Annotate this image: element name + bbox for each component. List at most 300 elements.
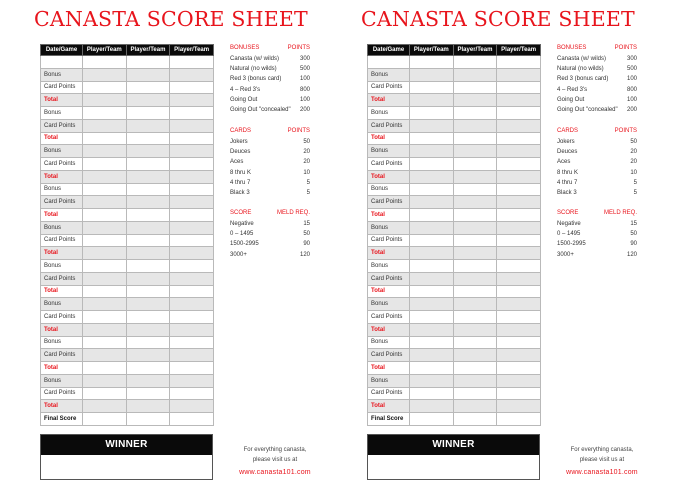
score-cell[interactable] <box>453 336 497 349</box>
column-header-date-game: Date/Game <box>368 45 410 56</box>
score-cell[interactable] <box>126 374 170 387</box>
score-cell[interactable] <box>83 68 127 81</box>
score-cell[interactable] <box>410 56 454 69</box>
sheet-title: CANASTA SCORE SHEET <box>361 7 635 31</box>
table-row <box>41 234 214 247</box>
cards-label: 8 thru K <box>230 169 252 176</box>
meld-label: 1500-2995 <box>557 241 586 248</box>
score-cell[interactable] <box>497 272 541 285</box>
row-label: Bonus <box>41 298 83 311</box>
row-label: Card Points <box>368 272 410 285</box>
score-cell[interactable] <box>453 234 497 247</box>
score-cell[interactable] <box>126 68 170 81</box>
score-cell[interactable] <box>170 323 214 336</box>
score-cell[interactable] <box>497 221 541 234</box>
score-cell[interactable] <box>453 400 497 413</box>
score-cell[interactable] <box>453 298 497 311</box>
row-label: Card Points <box>368 158 410 171</box>
score-cell[interactable] <box>170 285 214 298</box>
meld-row <box>230 219 310 229</box>
cards-header: CARDS <box>557 128 579 134</box>
score-cell[interactable] <box>497 170 541 183</box>
table-row <box>368 56 541 69</box>
meld-label: 3000+ <box>557 251 574 258</box>
score-cell[interactable] <box>453 247 497 260</box>
score-cell[interactable] <box>410 234 454 247</box>
row-label: Total <box>368 285 410 298</box>
score-cell[interactable] <box>83 221 127 234</box>
table-row <box>368 132 541 145</box>
score-cell[interactable] <box>170 336 214 349</box>
row-label: Bonus <box>368 145 410 158</box>
meld-value: 120 <box>299 251 310 258</box>
score-cell[interactable] <box>410 260 454 273</box>
score-cell[interactable] <box>453 387 497 400</box>
table-row <box>41 68 214 81</box>
row-label: Bonus <box>41 107 83 120</box>
score-cell[interactable] <box>410 349 454 362</box>
score-cell[interactable] <box>453 285 497 298</box>
row-label: Total <box>368 170 410 183</box>
score-cell[interactable] <box>453 209 497 222</box>
table-row <box>41 170 214 183</box>
table-row <box>368 387 541 400</box>
bonuses-row <box>230 54 310 64</box>
score-cell[interactable] <box>83 81 127 94</box>
score-header: SCORE <box>230 210 252 216</box>
table-row <box>41 285 214 298</box>
row-label: Total <box>368 209 410 222</box>
score-cell[interactable] <box>170 145 214 158</box>
score-cell[interactable] <box>83 298 127 311</box>
meld-value: 50 <box>630 231 637 238</box>
score-cell[interactable] <box>497 209 541 222</box>
score-cell[interactable] <box>453 158 497 171</box>
bonuses-label: Canasta (w/ wilds) <box>230 56 280 62</box>
score-cell[interactable] <box>126 196 170 209</box>
score-cell[interactable] <box>497 336 541 349</box>
score-cell[interactable] <box>410 183 454 196</box>
winner-label: WINNER <box>41 435 212 455</box>
cards-row <box>557 188 637 198</box>
column-header-player-team: Player/Team <box>83 45 127 56</box>
bonuses-label: 4 – Red 3's <box>230 86 261 93</box>
score-cell[interactable] <box>126 209 170 222</box>
score-cell[interactable] <box>410 119 454 132</box>
score-cell[interactable] <box>170 413 214 426</box>
score-cell[interactable] <box>170 311 214 324</box>
score-cell[interactable] <box>83 413 127 426</box>
meld-req-header: MELD REQ. <box>603 210 637 216</box>
table-row <box>368 209 541 222</box>
cards-label: Black 3 <box>557 189 577 196</box>
score-cell[interactable] <box>497 413 541 426</box>
score-cell[interactable] <box>410 298 454 311</box>
score-cell[interactable] <box>170 298 214 311</box>
score-cell[interactable] <box>126 400 170 413</box>
row-label: Bonus <box>368 221 410 234</box>
cards-label: 4 thru 7 <box>557 179 578 186</box>
table-row <box>41 158 214 171</box>
score-cell[interactable] <box>170 107 214 120</box>
score-cell[interactable] <box>126 260 170 273</box>
score-cell[interactable] <box>410 81 454 94</box>
score-cell[interactable] <box>410 196 454 209</box>
table-row <box>41 362 214 375</box>
score-cell[interactable] <box>497 400 541 413</box>
row-label: Total <box>41 94 83 107</box>
score-cell[interactable] <box>126 221 170 234</box>
score-cell[interactable] <box>410 107 454 120</box>
visit-line-1: For everything canasta, <box>570 447 634 453</box>
cards-row <box>557 147 637 157</box>
score-cell[interactable] <box>83 183 127 196</box>
score-cell[interactable] <box>453 183 497 196</box>
bonuses-value: 800 <box>626 86 637 93</box>
bonuses-section <box>557 45 637 115</box>
score-cell[interactable] <box>497 285 541 298</box>
row-label: Bonus <box>41 221 83 234</box>
score-cell[interactable] <box>497 196 541 209</box>
score-cell[interactable] <box>410 145 454 158</box>
meld-row <box>557 219 637 229</box>
score-cell[interactable] <box>126 362 170 375</box>
score-cell[interactable] <box>170 119 214 132</box>
score-cell[interactable] <box>126 183 170 196</box>
score-cell[interactable] <box>410 247 454 260</box>
column-header-player-team: Player/Team <box>453 45 497 56</box>
score-cell[interactable] <box>497 247 541 260</box>
score-cell[interactable] <box>83 132 127 145</box>
table-row <box>368 107 541 120</box>
bonuses-row <box>230 74 310 84</box>
score-cell[interactable] <box>170 196 214 209</box>
score-cell[interactable] <box>453 362 497 375</box>
score-cell[interactable] <box>83 336 127 349</box>
score-cell[interactable] <box>497 183 541 196</box>
row-label: Total <box>41 209 83 222</box>
score-cell[interactable] <box>453 107 497 120</box>
bonuses-label: Going Out <box>230 96 258 103</box>
score-cell[interactable] <box>410 362 454 375</box>
bonuses-value: 100 <box>626 96 637 103</box>
cards-label: Aces <box>557 159 571 166</box>
score-cell[interactable] <box>497 94 541 107</box>
score-cell[interactable] <box>453 170 497 183</box>
cards-value: 20 <box>630 159 637 166</box>
score-cell[interactable] <box>497 260 541 273</box>
score-cell[interactable] <box>170 94 214 107</box>
bonuses-label: Red 3 (bonus card) <box>230 76 282 83</box>
score-cell[interactable] <box>497 68 541 81</box>
score-cell[interactable] <box>453 132 497 145</box>
score-cell[interactable] <box>497 234 541 247</box>
score-cell[interactable] <box>83 107 127 120</box>
score-cell[interactable] <box>410 336 454 349</box>
row-label: Total <box>368 362 410 375</box>
score-cell[interactable] <box>170 158 214 171</box>
score-cell[interactable] <box>497 81 541 94</box>
score-cell[interactable] <box>126 94 170 107</box>
score-cell[interactable] <box>410 311 454 324</box>
score-cell[interactable] <box>497 311 541 324</box>
cards-section <box>557 128 637 198</box>
score-cell[interactable] <box>83 349 127 362</box>
score-cell[interactable] <box>170 349 214 362</box>
score-cell[interactable] <box>126 336 170 349</box>
score-cell[interactable] <box>410 272 454 285</box>
score-cell[interactable] <box>126 56 170 69</box>
table-row <box>368 170 541 183</box>
score-cell[interactable] <box>83 387 127 400</box>
row-label: Card Points <box>368 81 410 94</box>
cards-label: 4 thru 7 <box>230 179 251 186</box>
cards-label: Aces <box>230 159 244 166</box>
score-cell[interactable] <box>410 170 454 183</box>
table-row <box>368 94 541 107</box>
score-cell[interactable] <box>126 323 170 336</box>
score-cell[interactable] <box>83 94 127 107</box>
score-cell[interactable] <box>497 119 541 132</box>
meld-value: 90 <box>630 241 637 248</box>
score-cell[interactable] <box>497 132 541 145</box>
score-cell[interactable] <box>126 285 170 298</box>
cards-value: 5 <box>633 179 637 186</box>
cards-points-header: POINTS <box>287 128 310 134</box>
score-cell[interactable] <box>126 234 170 247</box>
row-label: Card Points <box>41 387 83 400</box>
score-cell[interactable] <box>126 145 170 158</box>
score-cell[interactable] <box>497 145 541 158</box>
score-cell[interactable] <box>83 209 127 222</box>
score-cell[interactable] <box>126 107 170 120</box>
score-cell[interactable] <box>453 56 497 69</box>
bonuses-row <box>557 54 637 64</box>
row-label: Total <box>368 247 410 260</box>
score-cell[interactable] <box>497 56 541 69</box>
bonuses-value: 200 <box>626 106 637 113</box>
score-cell[interactable] <box>170 56 214 69</box>
score-cell[interactable] <box>497 374 541 387</box>
row-label: Bonus <box>368 107 410 120</box>
score-cell[interactable] <box>453 68 497 81</box>
cards-value: 50 <box>303 139 310 145</box>
score-cell[interactable] <box>170 132 214 145</box>
score-cell[interactable] <box>83 145 127 158</box>
table-row <box>41 400 214 413</box>
table-row <box>41 413 214 426</box>
score-cell[interactable] <box>83 362 127 375</box>
bonuses-value: 300 <box>299 56 310 62</box>
score-cell[interactable] <box>410 413 454 426</box>
score-cell[interactable] <box>170 260 214 273</box>
bonuses-value: 100 <box>299 76 310 83</box>
table-row <box>41 374 214 387</box>
score-cell[interactable] <box>83 311 127 324</box>
cards-label: Deuces <box>557 149 578 156</box>
score-cell[interactable] <box>126 119 170 132</box>
cards-label: Deuces <box>230 149 251 156</box>
score-cell[interactable] <box>126 387 170 400</box>
cards-row <box>230 188 310 198</box>
score-cell[interactable] <box>453 374 497 387</box>
score-cell[interactable] <box>410 400 454 413</box>
website-link[interactable]: www.canasta101.com <box>566 469 638 476</box>
cards-row <box>230 168 310 178</box>
score-cell[interactable] <box>410 94 454 107</box>
score-cell[interactable] <box>453 311 497 324</box>
score-cell[interactable] <box>170 209 214 222</box>
score-cell[interactable] <box>453 119 497 132</box>
score-cell[interactable] <box>170 362 214 375</box>
meld-value: 120 <box>626 251 637 258</box>
score-cell[interactable] <box>170 68 214 81</box>
row-label: Card Points <box>41 196 83 209</box>
table-row <box>41 94 214 107</box>
score-cell[interactable] <box>410 209 454 222</box>
table-row <box>41 336 214 349</box>
score-cell[interactable] <box>453 413 497 426</box>
score-cell[interactable] <box>497 349 541 362</box>
score-cell[interactable] <box>497 362 541 375</box>
meld-label: 0 – 1495 <box>230 231 254 238</box>
score-cell[interactable] <box>453 272 497 285</box>
score-cell[interactable] <box>453 260 497 273</box>
score-cell[interactable] <box>83 234 127 247</box>
cards-header: CARDS <box>230 128 252 134</box>
score-cell[interactable] <box>170 183 214 196</box>
score-cell[interactable] <box>83 323 127 336</box>
score-cell[interactable] <box>126 132 170 145</box>
score-cell[interactable] <box>126 272 170 285</box>
score-cell[interactable] <box>453 145 497 158</box>
score-cell[interactable] <box>497 387 541 400</box>
row-label: Card Points <box>41 158 83 171</box>
table-row <box>368 336 541 349</box>
table-row <box>368 400 541 413</box>
score-cell[interactable] <box>497 298 541 311</box>
score-cell[interactable] <box>83 374 127 387</box>
score-cell[interactable] <box>410 374 454 387</box>
score-cell[interactable] <box>83 285 127 298</box>
table-row <box>368 183 541 196</box>
score-cell[interactable] <box>126 349 170 362</box>
score-cell[interactable] <box>410 323 454 336</box>
bonuses-label: Natural (no wilds) <box>230 66 277 73</box>
score-cell[interactable] <box>83 119 127 132</box>
winner-box <box>367 434 540 480</box>
score-cell[interactable] <box>170 234 214 247</box>
score-cell[interactable] <box>83 260 127 273</box>
row-label: Total <box>41 132 83 145</box>
score-cell[interactable] <box>453 94 497 107</box>
score-cell[interactable] <box>453 81 497 94</box>
score-cell[interactable] <box>453 196 497 209</box>
row-label: Card Points <box>41 311 83 324</box>
meld-label: 3000+ <box>230 251 247 258</box>
score-cell[interactable] <box>170 247 214 260</box>
score-cell[interactable] <box>83 56 127 69</box>
winner-box <box>40 434 213 480</box>
bonuses-value: 200 <box>299 106 310 113</box>
meld-req-header: MELD REQ. <box>276 210 310 216</box>
score-cell[interactable] <box>83 400 127 413</box>
score-cell[interactable] <box>126 311 170 324</box>
bonuses-section <box>230 45 310 115</box>
score-cell[interactable] <box>170 81 214 94</box>
cards-points-header: POINTS <box>614 128 637 134</box>
score-cell[interactable] <box>453 221 497 234</box>
score-cell[interactable] <box>410 158 454 171</box>
meld-row <box>557 250 637 260</box>
score-cell[interactable] <box>410 285 454 298</box>
score-cell[interactable] <box>170 400 214 413</box>
cards-value: 5 <box>306 189 310 196</box>
table-row <box>368 234 541 247</box>
meld-row <box>557 239 637 249</box>
cards-value: 20 <box>303 159 310 166</box>
score-cell[interactable] <box>126 413 170 426</box>
table-row <box>41 260 214 273</box>
score-cell[interactable] <box>497 107 541 120</box>
score-cell[interactable] <box>453 349 497 362</box>
row-label: Total <box>41 247 83 260</box>
score-cell[interactable] <box>126 298 170 311</box>
table-row <box>368 272 541 285</box>
cards-label: 8 thru K <box>557 169 579 176</box>
score-cell[interactable] <box>126 170 170 183</box>
row-label <box>41 56 83 69</box>
cards-row <box>557 168 637 178</box>
score-cell[interactable] <box>126 158 170 171</box>
score-table <box>367 44 541 426</box>
bonuses-row <box>230 64 310 74</box>
row-label: Card Points <box>368 387 410 400</box>
score-cell[interactable] <box>410 68 454 81</box>
row-label: Bonus <box>41 374 83 387</box>
score-cell[interactable] <box>410 132 454 145</box>
score-cell[interactable] <box>170 221 214 234</box>
row-label: Bonus <box>41 336 83 349</box>
cards-row <box>557 178 637 188</box>
score-cell[interactable] <box>497 158 541 171</box>
score-cell[interactable] <box>170 170 214 183</box>
score-cell[interactable] <box>410 387 454 400</box>
score-cell[interactable] <box>83 170 127 183</box>
score-cell[interactable] <box>126 81 170 94</box>
bonuses-value: 300 <box>626 56 637 62</box>
score-cell[interactable] <box>83 158 127 171</box>
score-cell[interactable] <box>170 387 214 400</box>
website-link[interactable]: www.canasta101.com <box>239 469 311 476</box>
score-cell[interactable] <box>410 221 454 234</box>
score-cell[interactable] <box>126 247 170 260</box>
meld-section <box>230 210 310 260</box>
score-cell[interactable] <box>170 272 214 285</box>
score-cell[interactable] <box>170 374 214 387</box>
row-label: Bonus <box>368 374 410 387</box>
score-cell[interactable] <box>83 247 127 260</box>
row-label: Bonus <box>368 68 410 81</box>
row-label: Card Points <box>41 349 83 362</box>
score-cell[interactable] <box>497 323 541 336</box>
score-cell[interactable] <box>453 323 497 336</box>
cards-label: Jokers <box>230 139 248 145</box>
score-cell[interactable] <box>83 196 127 209</box>
score-cell[interactable] <box>83 272 127 285</box>
row-label: Total <box>41 323 83 336</box>
meld-value: 15 <box>630 221 637 227</box>
